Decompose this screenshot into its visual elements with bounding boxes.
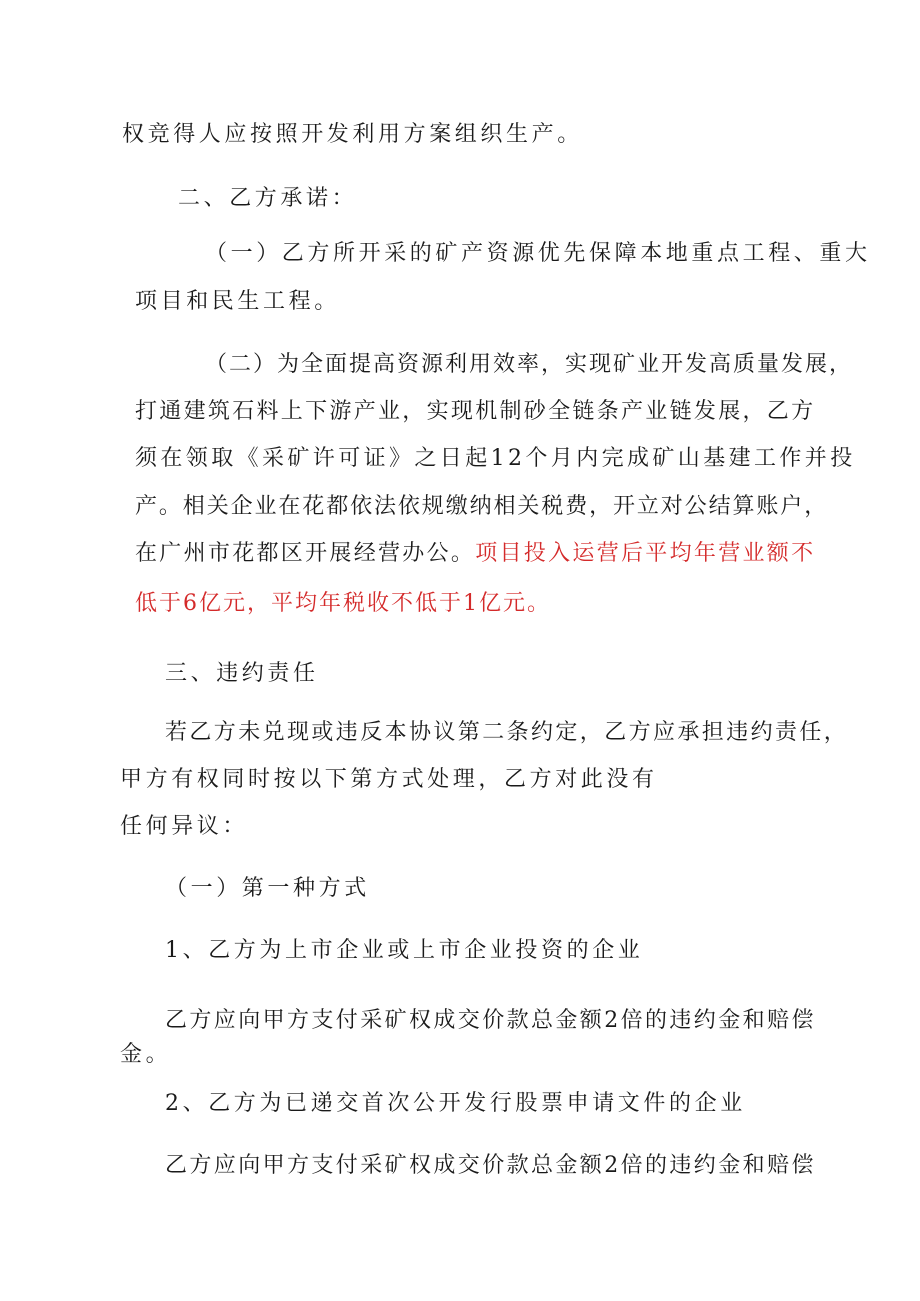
item-1-title: 1、乙方为上市企业或上市企业投资的企业: [165, 938, 644, 963]
heading-section-3: 三、违约责任: [165, 661, 319, 686]
paragraph-5-line-1: 乙方应向甲方支付采矿权成交价款总金额2倍的违约金和赔偿: [165, 1008, 816, 1033]
item-2-title: 2、乙方为已递交首次公开发行股票申请文件的企业: [165, 1091, 746, 1116]
highlighted-tax-commitment: 低于6亿元，平均年税收不低于1亿元。: [135, 591, 551, 616]
paragraph-3-line-4: 产。相关企业在花都依法依规缴纳相关税费，开立对公结算账户，: [135, 494, 829, 519]
paragraph-4-line-2: 甲方有权同时按以下第方式处理，乙方对此没有: [120, 767, 658, 792]
paragraph-3-line-5: [135, 539, 815, 569]
paragraph-3-line-1: （二）为全面提高资源利用效率，实现矿业开发高质量发展，: [205, 352, 854, 377]
heading-section-2: 二、乙方承诺：: [178, 186, 358, 211]
paragraph-4-line-1: 若乙方未兑现或违反本协议第二条约定，乙方应承担违约责任，: [165, 720, 849, 745]
highlighted-revenue-commitment: 项目投入运营后平均年营业额不: [475, 541, 816, 566]
paragraph-1-line-1: 权竞得人应按照开发利用方案组织生产。: [122, 122, 583, 147]
subheading-method-1: （一）第一种方式: [165, 876, 370, 901]
paragraph-2-line-2: 项目和民生工程。: [135, 289, 340, 314]
paragraph-5-line-2: 金。: [120, 1042, 172, 1067]
paragraph-2-line-1: （一）乙方所开采的矿产资源优先保障本地重点工程、重大: [205, 241, 871, 266]
paragraph-3-line-5-normal: 在广州市花都区开展经营办公。: [135, 541, 476, 566]
paragraph-3-line-3: 须在领取《采矿许可证》之日起12个月内完成矿山基建工作并投: [135, 446, 856, 471]
paragraph-3-line-2: 打通建筑石料上下游产业，实现机制砂全链条产业链发展，乙方: [135, 399, 816, 424]
paragraph-6-line-1: 乙方应向甲方支付采矿权成交价款总金额2倍的违约金和赔偿: [165, 1153, 816, 1178]
paragraph-4-line-3: 任何异议：: [120, 814, 249, 839]
